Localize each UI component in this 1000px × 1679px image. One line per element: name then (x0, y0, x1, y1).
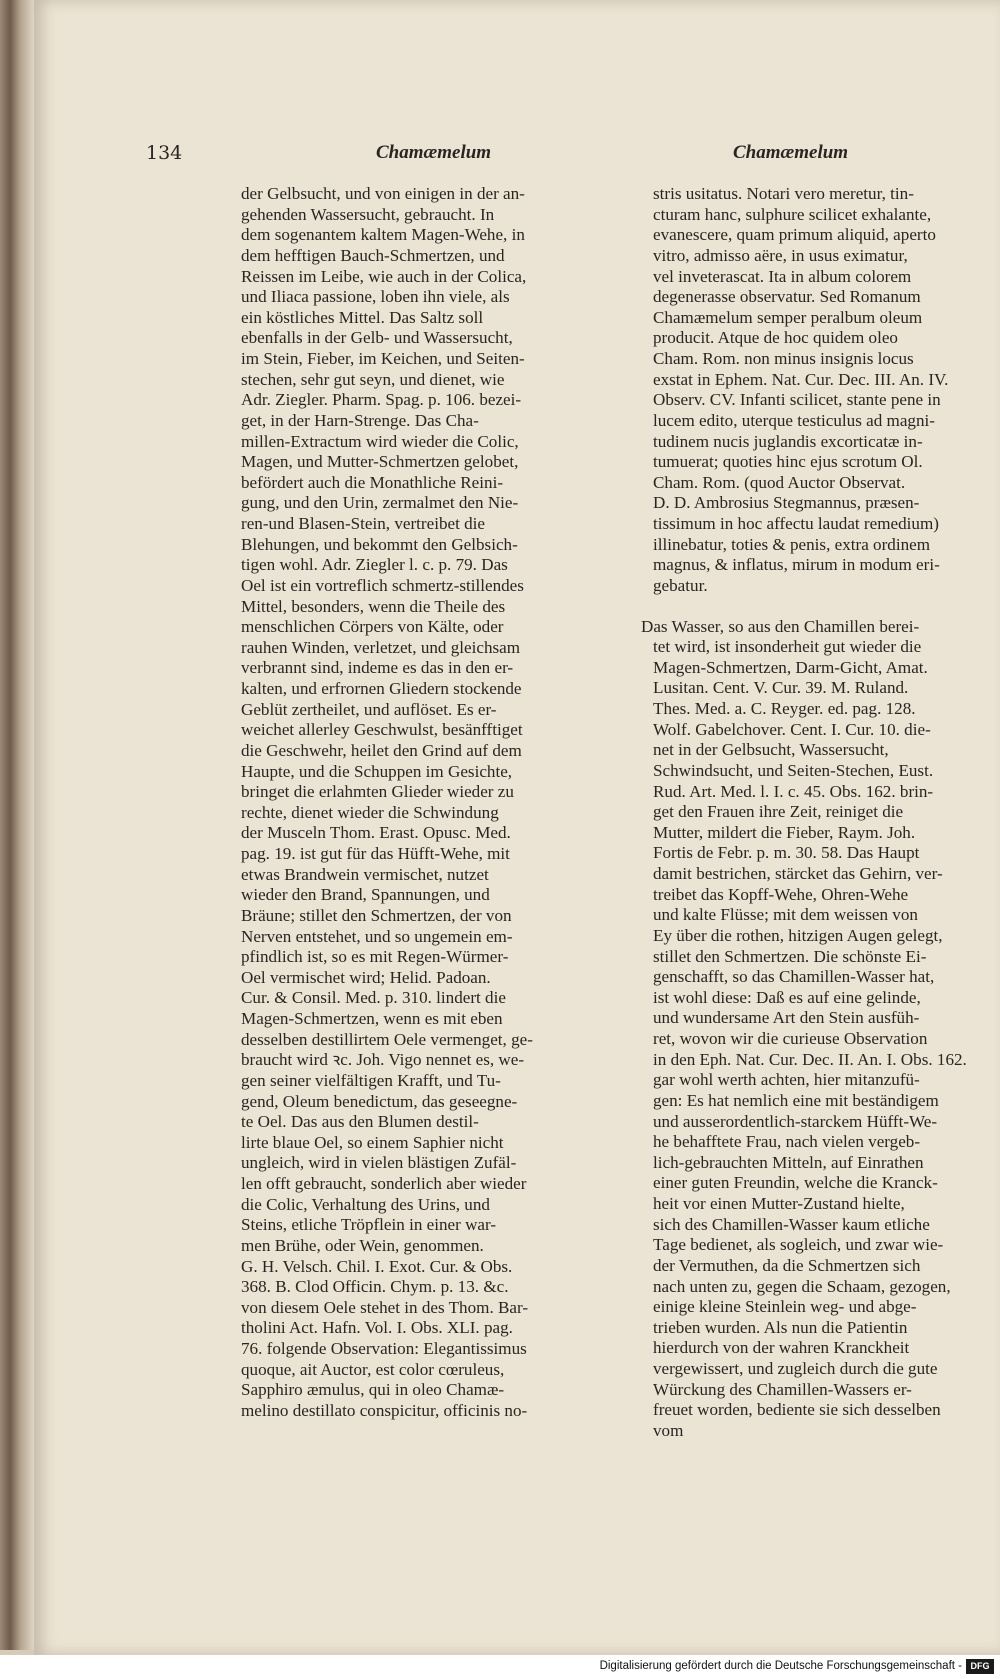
text-line: tissimum in hoc affectu laudat remedium) (653, 514, 939, 533)
right-paragraph-1 (641, 184, 983, 597)
text-line: Mittel, besonders, wenn die Theile des (241, 596, 506, 616)
text-line: damit bestrichen, stärcket das Gehirn, ver- (653, 864, 943, 883)
text-line: wieder den Brand, Spannungen, und (241, 885, 490, 905)
text-line: Reissen im Leibe, wie auch in der Colica, (241, 266, 527, 286)
text-line: treibet das Kopff-Wehe, Ohren-Wehe (653, 884, 909, 904)
right-paragraph-2 (641, 617, 983, 1442)
text-line: get den Frauen ihre Zeit, reiniget die (653, 802, 904, 822)
text-line: pag. 19. ist gut für das Hüfft-Wehe, mit (241, 844, 510, 863)
text-line: in den Eph. Nat. Cur. Dec. II. An. I. Obs. 162. (653, 1049, 967, 1069)
text-line: genschafft, so das Chamillen-Wasser hat, (653, 967, 935, 987)
text-line: Chamæmelum semper peralbum oleum (653, 307, 923, 327)
text-line: Lusitan. Cent. V. Cur. 39. M. Ruland. (653, 678, 909, 698)
text-line: gebatur. (653, 575, 708, 595)
text-line: illinebatur, toties & penis, extra ordinem (653, 534, 931, 554)
text-line: degenerasse observatur. Sed Romanum (653, 287, 921, 307)
text-line: dem sogenantem kaltem Magen-Wehe, in (241, 225, 525, 245)
right-text-column (641, 184, 983, 1442)
text-line: exstat in Ephem. Nat. Cur. Dec. III. An. IV. (653, 369, 949, 389)
text-line: vitro, admisso aëre, in usus eximatur, (653, 245, 908, 265)
text-line: magnus, & inflatus, mirum in modum eri- (653, 555, 940, 575)
text-line: vel inveterascat. Ita in album colorem (653, 266, 912, 286)
text-line: Oel vermischet wird; Helid. Padoan. (241, 967, 491, 987)
text-line: tigen wohl. Adr. Ziegler l. c. p. 79. Das (241, 555, 508, 575)
text-line: quoque, ait Auctor, est color cœruleus, (241, 1359, 505, 1379)
text-line: einer guten Freundin, welche die Kranck- (653, 1173, 938, 1193)
book-edge (0, 0, 34, 1650)
text-line: Observ. CV. Infanti scilicet, stante pene in (653, 390, 941, 410)
text-line: Wolf. Gabelchover. Cent. I. Cur. 10. die- (653, 719, 931, 739)
text-line: freuet worden, bediente sie sich desselben (653, 1400, 941, 1420)
text-line: menschlichen Cörpers von Kälte, oder (241, 617, 504, 637)
text-line: gen: Es hat nemlich eine mit beständigem (653, 1090, 939, 1110)
dfg-logo-icon: DFG (966, 1659, 994, 1674)
text-line: und kalte Flüsse; mit dem weissen von (653, 905, 918, 925)
text-line: der Gelbsucht, und von einigen in der an- (241, 184, 525, 203)
text-line: gehenden Wassersucht, gebraucht. In (241, 204, 495, 224)
text-line: Nerven entstehet, und so ungemein em- (241, 926, 513, 946)
left-text-column (241, 184, 569, 1422)
text-line: Fortis de Febr. p. m. 30. 58. Das Haupt (653, 843, 920, 863)
text-line: und wundersame Art den Stein ausfüh- (653, 1008, 920, 1028)
text-line: ungleich, wird in vielen blästigen Zufäl- (241, 1153, 517, 1173)
text-line: gar wohl werth achten, hier mitanzufü- (653, 1070, 920, 1090)
text-line: net in der Gelbsucht, Wassersucht, (653, 740, 889, 760)
text-line: vom (653, 1420, 684, 1440)
text-line: tholini Act. Hafn. Vol. I. Obs. XLI. pag. (241, 1318, 513, 1338)
text-line: und ausserordentlich-starckem Hüfft-We- (653, 1111, 938, 1131)
text-line: der Musceln Thom. Erast. Opusc. Med. (241, 823, 511, 843)
text-line: Magen-Schmertzen, wenn es mit eben (241, 1009, 503, 1028)
text-line: ren-und Blasen-Stein, vertreibet die (241, 514, 485, 533)
running-head-right: Chamæmelum (733, 142, 849, 163)
text-line: 368. B. Clod Officin. Chym. p. 13. &c. (241, 1277, 509, 1297)
text-line: etwas Brandwein vermischet, nutzet (241, 864, 489, 884)
text-line: Haupte, und die Schuppen im Gesichte, (241, 761, 513, 781)
text-line: hierdurch von der wahren Kranckheit (653, 1338, 910, 1358)
text-line: men Brühe, oder Wein, genommen. (241, 1235, 484, 1255)
text-line: stris usitatus. Notari vero meretur, tin- (653, 184, 914, 203)
text-line: rauhen Winden, verletzet, und gleichsam (241, 637, 521, 657)
text-line: tumuerat; quoties hinc ejus scrotum Ol. (653, 452, 923, 472)
text-line: kalten, und erfrornen Gliedern stockende (241, 679, 522, 698)
text-line: Tage bedienet, als sogleich, und zwar wie- (653, 1235, 944, 1255)
text-line: Adr. Ziegler. Pharm. Spag. p. 106. bezei- (241, 390, 522, 410)
text-line: weichet allerley Geschwulst, besänfftiget (241, 720, 523, 740)
text-line: Blehungen, und bekommt den Gelbsich- (241, 534, 518, 554)
text-line: vergewissert, und zugleich durch die gute (653, 1359, 938, 1378)
text-line: einige kleine Steinlein weg- und abge- (653, 1297, 917, 1317)
text-line: producit. Atque de hoc quidem oleo (653, 328, 898, 348)
text-line: sich des Chamillen-Wasser kaum etliche (653, 1214, 930, 1234)
text-line: von diesem Oele stehet in des Thom. Bar- (241, 1297, 529, 1317)
text-line: befördert auch die Monathliche Reini- (241, 472, 504, 492)
text-line: die Colic, Verhaltung des Urins, und (241, 1194, 490, 1214)
paragraph-gap (641, 597, 983, 617)
running-head-left: Chamæmelum (376, 142, 492, 163)
text-line: der Vermuthen, da die Schmertzen sich (653, 1255, 921, 1275)
text-line: evanescere, quam primum aliquid, aperto (653, 225, 936, 245)
text-line: rechte, dienet wieder die Schwindung (241, 802, 499, 822)
text-line: Magen-Schmertzen, Darm-Gicht, Amat. (653, 657, 928, 677)
text-line: len offt gebraucht, sonderlich aber wieder (241, 1174, 527, 1193)
text-line: Geblüt zertheilet, und auflöset. Es er- (241, 699, 497, 719)
text-line: Würckung des Chamillen-Wassers er- (653, 1379, 912, 1399)
text-line: trieben wurden. Als nun die Patientin (653, 1317, 908, 1337)
text-line: lucem edito, uterque testiculus ad magni- (653, 410, 935, 430)
text-line: pfindlich ist, so es mit Regen-Würmer- (241, 947, 509, 967)
text-line: Cham. Rom. non minus insignis locus (653, 349, 914, 368)
text-line: die Geschwehr, heilet den Grind auf dem (241, 740, 522, 760)
text-line: braucht wird ꝛc. Joh. Vigo nennet es, we- (241, 1050, 525, 1070)
text-line: D. D. Ambrosius Stegmannus, præsen- (653, 493, 920, 513)
text-line: heit vor einen Mutter-Zustand hielte, (653, 1194, 905, 1213)
text-line: Cur. & Consil. Med. p. 310. lindert die (241, 988, 506, 1008)
text-line: lich-gebrauchten Mitteln, auf Einrathen (653, 1152, 924, 1172)
text-line: gung, und den Urin, zermalmet den Nie- (241, 493, 519, 513)
text-line: und Iliaca passione, loben ihn viele, als (241, 287, 510, 307)
text-line: stechen, sehr gut seyn, und dienet, wie (241, 369, 505, 389)
text-line: tudinem nucis juglandis excorticatæ in- (653, 431, 923, 451)
text-line: Mutter, mildert die Fieber, Raym. Joh. (653, 822, 916, 842)
text-line: Schwindsucht, und Seiten-Stechen, Eust. (653, 760, 934, 780)
text-line: ebenfalls in der Gelb- und Wassersucht, (241, 328, 513, 348)
text-line: lirte blaue Oel, so einem Saphier nicht (241, 1132, 504, 1152)
text-line: G. H. Velsch. Chil. I. Exot. Cur. & Obs. (241, 1256, 513, 1276)
text-line: melino destillato conspicitur, officinis no- (241, 1400, 528, 1420)
text-line: te Oel. Das aus den Blumen destil- (241, 1112, 479, 1132)
text-line: Thes. Med. a. C. Reyger. ed. pag. 128. (653, 699, 916, 718)
text-line: dem hefftigen Bauch-Schmertzen, und (241, 245, 505, 265)
text-line: he behafftete Frau, nach vielen vergeb- (653, 1132, 921, 1152)
text-line: gen seiner vielfältigen Krafft, und Tu- (241, 1070, 501, 1090)
text-line: desselben destillirtem Oele vermenget, ge- (241, 1029, 533, 1049)
text-line: Steins, etliche Tröpflein in einer war- (241, 1215, 497, 1235)
text-line: ist wohl diese: Daß es auf eine gelinde, (653, 987, 921, 1007)
text-line: ret, wovon wir die curieuse Observation (653, 1029, 928, 1048)
text-line: stillet den Schmertzen. Die schönste Ei- (653, 946, 927, 966)
text-line: cturam hanc, sulphure scilicet exhalante, (653, 204, 932, 224)
text-line: 76. folgende Observation: Elegantissimus (241, 1339, 527, 1358)
page-number: 134 (146, 142, 183, 164)
text-line: Oel ist ein vortreflich schmertz-stillendes (241, 575, 524, 595)
text-line: im Stein, Fieber, im Keichen, und Seiten- (241, 349, 525, 368)
text-line: tet wird, ist insonderheit gut wieder die (653, 637, 922, 657)
text-line: Das Wasser, so aus den Chamillen berei- (641, 616, 920, 636)
text-line: verbrannt sind, indeme es das in den er- (241, 658, 514, 678)
text-line: bringet die erlahmten Glieder wieder zu (241, 782, 514, 802)
text-line: gend, Oleum benedictum, das geseegne- (241, 1091, 518, 1111)
footer-credit: Digitalisierung gefördert durch die Deutsche Forschungsgemeinschaft - (599, 1660, 962, 1672)
text-line: Magen, und Mutter-Schmertzen gelobet, (241, 452, 519, 472)
text-line: nach unten zu, gegen die Schaam, gezogen, (653, 1276, 951, 1296)
text-line: get, in der Harn-Strenge. Das Cha- (241, 410, 479, 430)
text-line: ein köstliches Mittel. Das Saltz soll (241, 307, 484, 327)
text-line: Ey über die rothen, hitzigen Augen gelegt, (653, 925, 943, 945)
text-line: Rud. Art. Med. l. I. c. 45. Obs. 162. brin- (653, 781, 934, 801)
text-line: Bräune; stillet den Schmertzen, der von (241, 905, 512, 925)
text-line: Cham. Rom. (quod Auctor Observat. (653, 472, 906, 492)
text-line: millen-Extractum wird wieder die Colic, (241, 431, 519, 451)
text-line: Sapphiro æmulus, qui in oleo Chamæ- (241, 1380, 505, 1400)
